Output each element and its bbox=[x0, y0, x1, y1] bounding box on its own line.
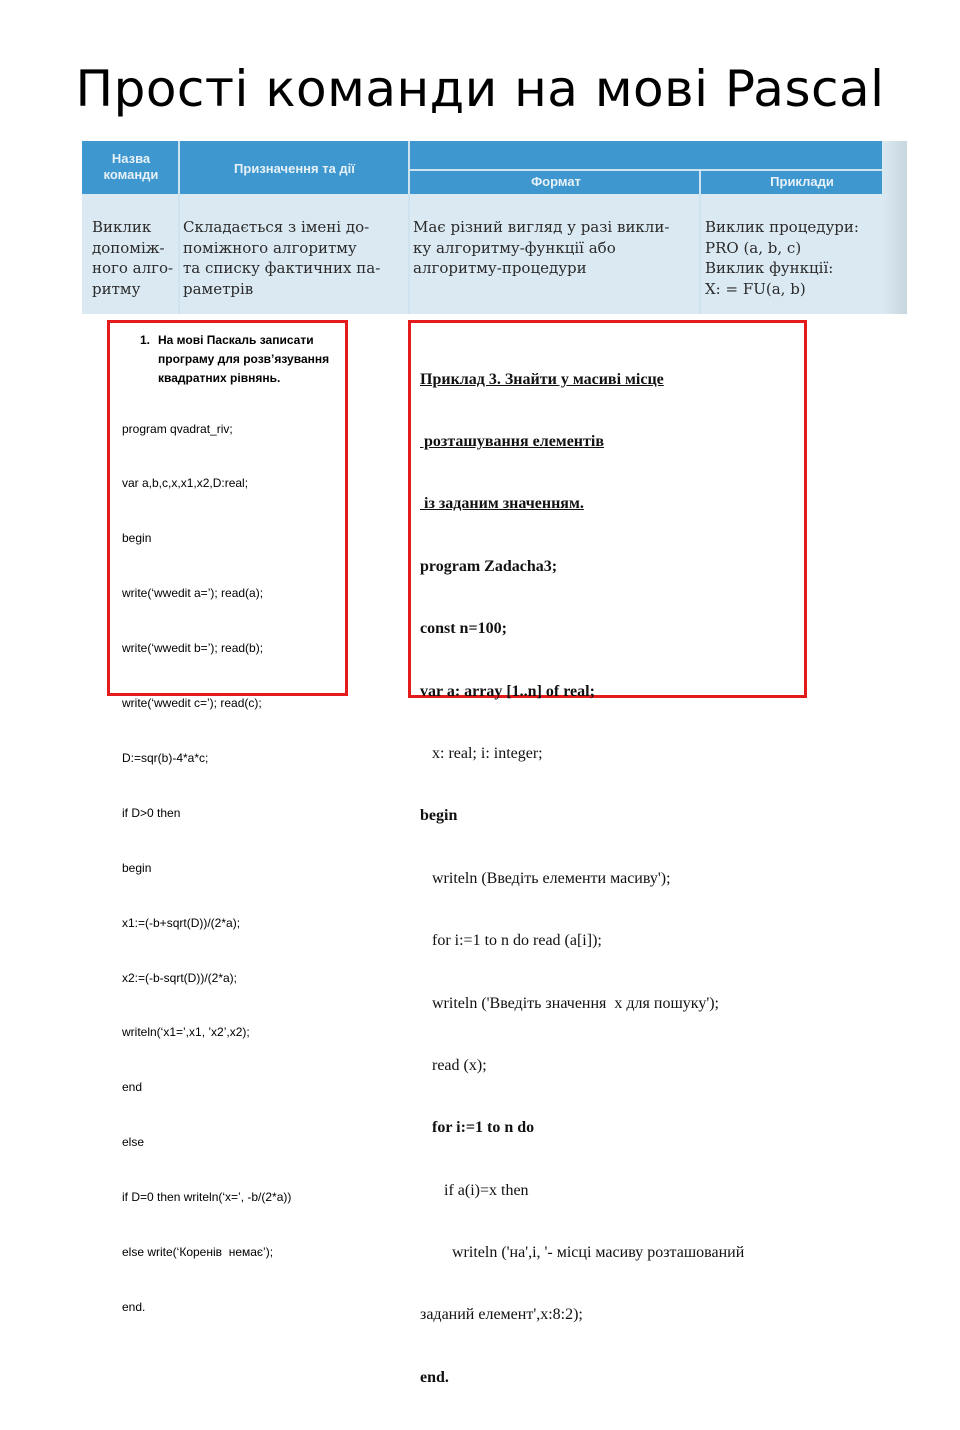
code-line: begin bbox=[122, 860, 152, 875]
code-line: end. bbox=[122, 1299, 146, 1314]
code-listing bbox=[420, 328, 744, 1430]
code-line: for i:=1 to n do read (a[i]); bbox=[420, 932, 602, 950]
example-heading: розташування елементів bbox=[420, 432, 604, 450]
code-line: else write(‘Коренів немає’); bbox=[122, 1244, 274, 1259]
code-line: write(‘wwedit a=’); read(a); bbox=[122, 586, 264, 601]
code-line: writeln ('на',i, '- місці масиву розташований bbox=[420, 1244, 745, 1262]
code-listing bbox=[122, 383, 291, 1353]
code-line: const n=100; bbox=[420, 620, 507, 638]
task-description: 1. На мові Паскаль записати програму для розв’язування квадратних рівнянь. bbox=[140, 333, 330, 385]
code-line: if D=0 then writeln(‘x=’, -b/(2*a)) bbox=[122, 1190, 292, 1205]
code-line: var a,b,c,x,x1,x2,D:real; bbox=[122, 476, 249, 491]
slide-title: Прості команди на мові Pascal bbox=[75, 60, 885, 118]
cell-format: Має різний вигляд у разі викли- ку алгоритму-функції або алгоритму-процедури bbox=[413, 218, 670, 277]
example-heading: Приклад 3. Знайти у масиві місце bbox=[420, 370, 664, 388]
code-line: write(‘wwedit b=’); read(b); bbox=[122, 641, 264, 656]
code-line: D:=sqr(b)-4*a*c; bbox=[122, 750, 209, 765]
code-line: read (x); bbox=[420, 1056, 487, 1074]
array-search-box bbox=[408, 320, 807, 1386]
code-line: else bbox=[122, 1135, 145, 1150]
table-divider bbox=[699, 170, 701, 314]
header-examples: Приклади bbox=[770, 174, 834, 189]
code-line: if D>0 then bbox=[122, 805, 181, 820]
code-line: writeln ('Введіть значення x для пошуку'); bbox=[420, 994, 719, 1012]
code-line: program qvadrat_riv; bbox=[122, 421, 233, 436]
code-line: end bbox=[122, 1080, 143, 1095]
cell-name: Виклик допоміж- ного алго- ритму bbox=[92, 218, 174, 298]
code-line: x2:=(-b-sqrt(D))/(2*a); bbox=[122, 970, 238, 985]
code-line: writeln(‘x1=’,x1, ’x2’,x2); bbox=[122, 1025, 250, 1040]
code-line: write(‘wwedit c=’); read(c); bbox=[122, 696, 262, 711]
code-line: заданий елемент',x:8:2); bbox=[420, 1306, 583, 1324]
code-line: if a(i)=x then bbox=[420, 1181, 529, 1199]
code-line: var a: array [1..n] of real; bbox=[420, 682, 595, 700]
commands-table bbox=[82, 141, 907, 314]
example-heading: із заданим значенням. bbox=[420, 495, 584, 513]
code-line: end. bbox=[420, 1368, 449, 1386]
cell-examples: Виклик процедури: PRO (a, b, c) Виклик функції: X: = FU(a, b) bbox=[705, 218, 859, 298]
code-line: x1:=(-b+sqrt(D))/(2*a); bbox=[122, 915, 241, 930]
cell-purpose: Складається з імені до- поміжного алгоритму та списку фактичних па- раметрів bbox=[183, 218, 381, 298]
table-header bbox=[82, 141, 907, 194]
header-format: Формат bbox=[531, 174, 581, 189]
code-line: begin bbox=[122, 531, 152, 546]
table-divider bbox=[408, 169, 907, 171]
quadratic-program-box bbox=[107, 320, 348, 1314]
table-divider bbox=[178, 141, 180, 314]
code-line: x: real; i: integer; bbox=[420, 744, 543, 762]
code-line: program Zadacha3; bbox=[420, 557, 558, 575]
table-divider bbox=[408, 141, 410, 314]
header-purpose: Призначення та дії bbox=[234, 161, 355, 176]
header-name: Назва команди bbox=[103, 151, 159, 182]
task-number: 1. bbox=[140, 333, 151, 347]
code-line: begin bbox=[420, 807, 458, 825]
code-line: writeln (Введіть елементи масиву'); bbox=[420, 869, 671, 887]
code-line: for i:=1 to n do bbox=[420, 1119, 535, 1137]
